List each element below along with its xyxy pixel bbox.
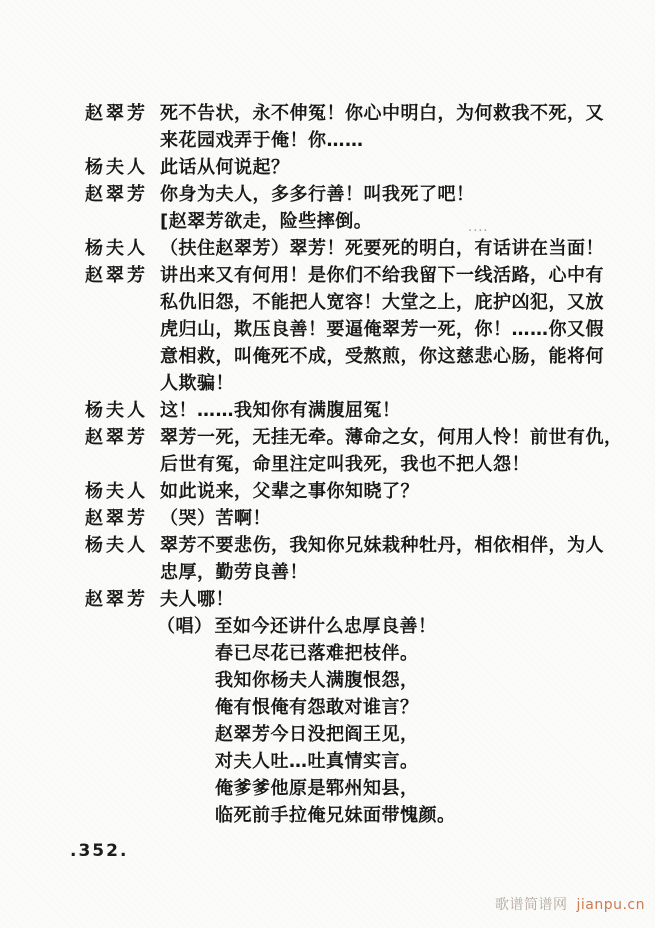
script-line — [85, 424, 630, 451]
line-text: 忠厚，勤劳良善！ — [160, 562, 308, 583]
speaker-name: 杨夫人 — [85, 400, 148, 421]
line-text: 俺有恨俺有怨敢对谁言？ — [215, 697, 419, 718]
line-text: 来花园戏弄于俺！你…… — [160, 130, 364, 151]
line-text: 对夫人吐…吐真情实言。 — [215, 751, 419, 772]
line-text: 后世有冤，命里注定叫我死，我也不把人怨！ — [160, 454, 530, 475]
page-number: .352. — [70, 841, 129, 861]
speaker-name: 杨夫人 — [85, 238, 148, 259]
script-line — [85, 721, 630, 748]
script-line — [85, 262, 630, 289]
script-line — [85, 289, 630, 316]
line-text: 翠芳不要悲伤，我知你兄妹栽种牡丹，相依相伴，为人 — [160, 535, 604, 556]
script-text-block — [85, 100, 630, 829]
sung-marker: （唱） — [157, 616, 213, 637]
line-text: （扶住赵翠芳）翠芳！死要死的明白，有话讲在当面！ — [160, 238, 604, 259]
line-text: 至如今还讲什么忠厚良善！ — [214, 616, 437, 637]
script-line — [85, 694, 630, 721]
speaker-name: 赵翠芳 — [85, 508, 148, 529]
print-smudge-artifact: .... — [468, 220, 489, 235]
line-text: 人欺骗！ — [160, 373, 234, 394]
line-text: 讲出来又有何用！是你们不给我留下一线活路，心中有 — [160, 265, 604, 286]
script-line — [85, 127, 630, 154]
speaker-name: 赵翠芳 — [85, 265, 148, 286]
line-text: 如此说来，父辈之事你知晓了？ — [160, 481, 419, 502]
line-text: 私仇旧怨，不能把人宽容！大堂之上，庇护凶犯，又放 — [160, 292, 604, 313]
script-line — [85, 748, 630, 775]
line-text: 夫人哪！ — [160, 589, 234, 610]
line-text: 此话从何说起？ — [160, 157, 290, 178]
script-line — [85, 343, 630, 370]
script-line — [85, 370, 630, 397]
speaker-name: 赵翠芳 — [85, 589, 148, 610]
line-text: [赵翠芳欲走，险些摔倒。 — [160, 211, 373, 232]
speaker-name: 赵翠芳 — [85, 103, 148, 124]
script-line — [85, 154, 630, 181]
speaker-name: 赵翠芳 — [85, 184, 148, 205]
script-line — [85, 586, 630, 613]
script-line — [85, 208, 630, 235]
speaker-name: 杨夫人 — [85, 481, 148, 502]
watermark — [495, 894, 645, 914]
line-text: 赵翠芳今日没把阎王见， — [215, 724, 419, 745]
line-text: 这！……我知你有满腹屈冤！ — [160, 400, 401, 421]
script-line — [85, 667, 630, 694]
line-text: 你身为夫人，多多行善！叫我死了吧！ — [160, 184, 475, 205]
line-text: 我知你杨夫人满腹恨怨， — [215, 670, 419, 691]
script-line — [85, 532, 630, 559]
script-line — [85, 802, 630, 829]
script-line — [85, 316, 630, 343]
watermark-site-name: 歌谱简谱网 — [495, 897, 568, 913]
line-text: 死不告状，永不伸冤！你心中明白，为何救我不死，又 — [160, 103, 604, 124]
script-line — [85, 505, 630, 532]
script-line — [85, 775, 630, 802]
line-text: 意相救，叫俺死不成，受熬煎，你这慈悲心肠，能将何 — [160, 346, 604, 367]
watermark-site-url[interactable]: jianpu.cn — [576, 897, 645, 913]
line-text: 虎归山，欺压良善！要逼俺翠芳一死，你！……你又假 — [160, 319, 604, 340]
speaker-name: 杨夫人 — [85, 157, 148, 178]
script-line — [85, 451, 630, 478]
speaker-name: 杨夫人 — [85, 535, 148, 556]
line-text: 翠芳一死，无挂无牵。薄命之女，何用人怜！前世有仇， — [160, 427, 623, 448]
script-line — [85, 640, 630, 667]
line-text: 临死前手拉俺兄妹面带愧颜。 — [215, 805, 456, 826]
script-line — [85, 100, 630, 127]
script-line — [85, 559, 630, 586]
script-line — [85, 478, 630, 505]
script-line — [85, 613, 630, 640]
line-text: （哭）苦啊！ — [160, 508, 271, 529]
line-text: 俺爹爹他原是郓州知县， — [215, 778, 419, 799]
script-line — [85, 181, 630, 208]
line-text: 春已尽花已落难把枝伴。 — [215, 643, 419, 664]
script-line — [85, 397, 630, 424]
script-line — [85, 235, 630, 262]
speaker-name: 赵翠芳 — [85, 427, 148, 448]
